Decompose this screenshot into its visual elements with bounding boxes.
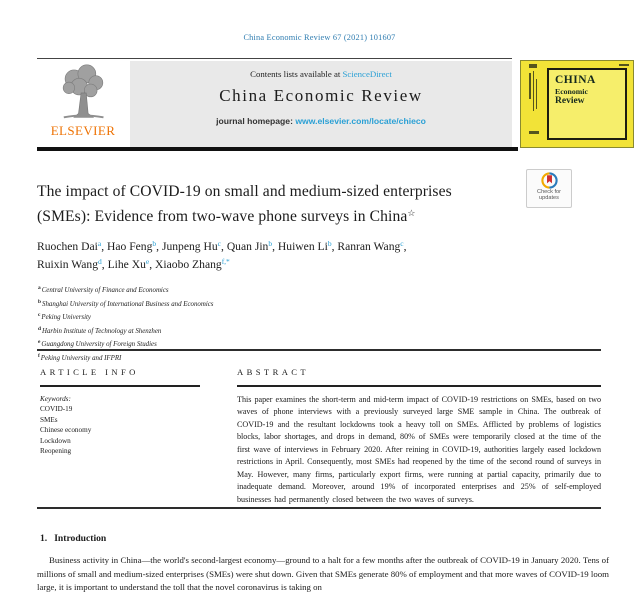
- abstract-section: [237, 367, 601, 506]
- author: Xiaobo Zhang$^{f,*}$: [155, 256, 230, 271]
- cover-decoration: [529, 64, 537, 68]
- cover-decoration: [619, 64, 629, 66]
- check-updates-label-line1: Check for: [537, 189, 561, 195]
- author: Ranran Wang$^c$,: [337, 239, 407, 253]
- keyword: Lockdown: [40, 436, 71, 445]
- journal-citation-link[interactable]: China Economic Review 67 (2021) 101607: [243, 33, 396, 42]
- elsevier-logo[interactable]: [38, 61, 128, 147]
- keyword: SMEs: [40, 415, 58, 424]
- author: Quan Jin$^b$,: [226, 239, 278, 253]
- author: Huiwen Li$^b$,: [277, 239, 338, 253]
- article-title-line1: The impact of COVID-19 on small and medium-sized enterprises: [37, 183, 452, 200]
- cover-title-line1: CHINA: [555, 74, 596, 86]
- sciencedirect-link[interactable]: ScienceDirect: [342, 69, 392, 79]
- cover-title-panel: [547, 68, 627, 140]
- homepage-line: [130, 116, 512, 126]
- affiliation: $^a$Central University of Finance and Economics: [38, 285, 169, 294]
- cover-decoration: [529, 131, 539, 134]
- cover-decoration: [533, 71, 534, 111]
- abstract-heading: ABSTRACT: [237, 367, 310, 377]
- keyword: COVID-19: [40, 405, 73, 414]
- abstract-text: This paper examines the short-term and mid-term impact of COVID-19 restrictions on SMEs, based on two waves of phone interviews with a previously surveyed large SME sample in China. The outbreak of COVID-19 and the resultant lockdowns took a heavy toll on SMEs. Afflicted by problems of logistics blocks, labor shortages, and drops in demand, 80% of SMEs were temporarily closed at the time of the first wave of interviews in February 2020. After reining in COVID-19, authorities largely eased lockdown restrictions in April. Consequently, most SMEs had reopened by the time of the second round of surveys in May. However, many firms, particularly export firms, were running at partial capacity, primarily due to inadequate demand. Moreover, around 19% of incorporated enterprises and 25% of self-employed businesses had permanently closed between the two waves of surveys.: [237, 395, 601, 504]
- affiliation-list: [38, 283, 458, 365]
- homepage-link[interactable]: www.elsevier.com/locate/chieco: [295, 116, 426, 126]
- cover-title-line3: Review: [555, 96, 585, 106]
- section-title: Introduction: [54, 533, 107, 544]
- elsevier-wordmark: ELSEVIER: [50, 123, 116, 138]
- introduction-paragraph: Business activity in China—the world's second-largest economy—ground to a halt for a few months after the outbreak of COVID-19 in January 2020. Tens of millions of small and medium-sized enterprises (SMEs) were shut down. Given that SMEs generate 80% of employment and that more waves of COVID-19 loom large, it is important to understand the toll that the novel coronavirus is taking on: [37, 555, 609, 592]
- article-title: [37, 181, 517, 227]
- author: Ruochen Dai$^a$,: [37, 239, 107, 253]
- author-list: [37, 237, 567, 273]
- check-updates-icon: [541, 172, 558, 189]
- section-divider: [37, 349, 601, 351]
- journal-title: China Economic Review: [219, 86, 423, 105]
- cover-title-line2: Economic: [555, 87, 588, 96]
- affiliation: $^c$Peking University: [38, 312, 91, 322]
- affiliation: $^e$Guangdong University of Foreign Studies: [38, 339, 157, 349]
- section-divider: [37, 507, 601, 509]
- title-footnote-mark[interactable]: ☆: [407, 207, 416, 218]
- cover-decoration: [536, 79, 537, 109]
- check-updates-label: [527, 189, 571, 201]
- author: Junpeng Hu$^c$,: [161, 239, 227, 253]
- masthead-bottom-rule: [37, 147, 518, 151]
- article-info-section: [40, 367, 200, 456]
- keyword: Reopening: [40, 447, 72, 456]
- keyword: Chinese economy: [40, 426, 92, 435]
- abstract-rule: [237, 385, 601, 387]
- check-updates-label-line2: updates: [539, 195, 559, 202]
- article-info-heading: ARTICLE INFO: [40, 367, 139, 377]
- journal-banner: [130, 61, 512, 147]
- section-heading-introduction: [40, 533, 106, 544]
- section-number: 1.: [40, 533, 48, 544]
- journal-cover-thumbnail[interactable]: [520, 60, 634, 148]
- affiliation: $^d$Harbin Institute of Technology at Shenzhen: [38, 325, 162, 335]
- contents-prefix-text: Contents lists available at: [250, 69, 343, 79]
- elsevier-tree-icon: [51, 61, 115, 125]
- cover-decoration: [529, 73, 531, 99]
- keywords-label: Keywords:: [40, 395, 71, 403]
- affiliation: $^b$Shanghai University of International Business and Economics: [38, 298, 214, 308]
- masthead-top-divider: [37, 58, 512, 59]
- contents-line: [130, 69, 512, 79]
- author: Ruixin Wang$^d$,: [37, 256, 108, 271]
- homepage-label: journal homepage:: [216, 116, 296, 126]
- author: Hao Feng$^b$,: [107, 239, 162, 253]
- author: Lihe Xu$^e$,: [107, 256, 156, 271]
- article-title-line2: (SMEs): Evidence from two-wave phone surveys in China: [37, 207, 408, 225]
- article-info-rule: [40, 385, 200, 387]
- check-for-updates-badge[interactable]: [526, 169, 572, 208]
- affiliation: $^f$Peking University and IFPRI: [38, 352, 122, 362]
